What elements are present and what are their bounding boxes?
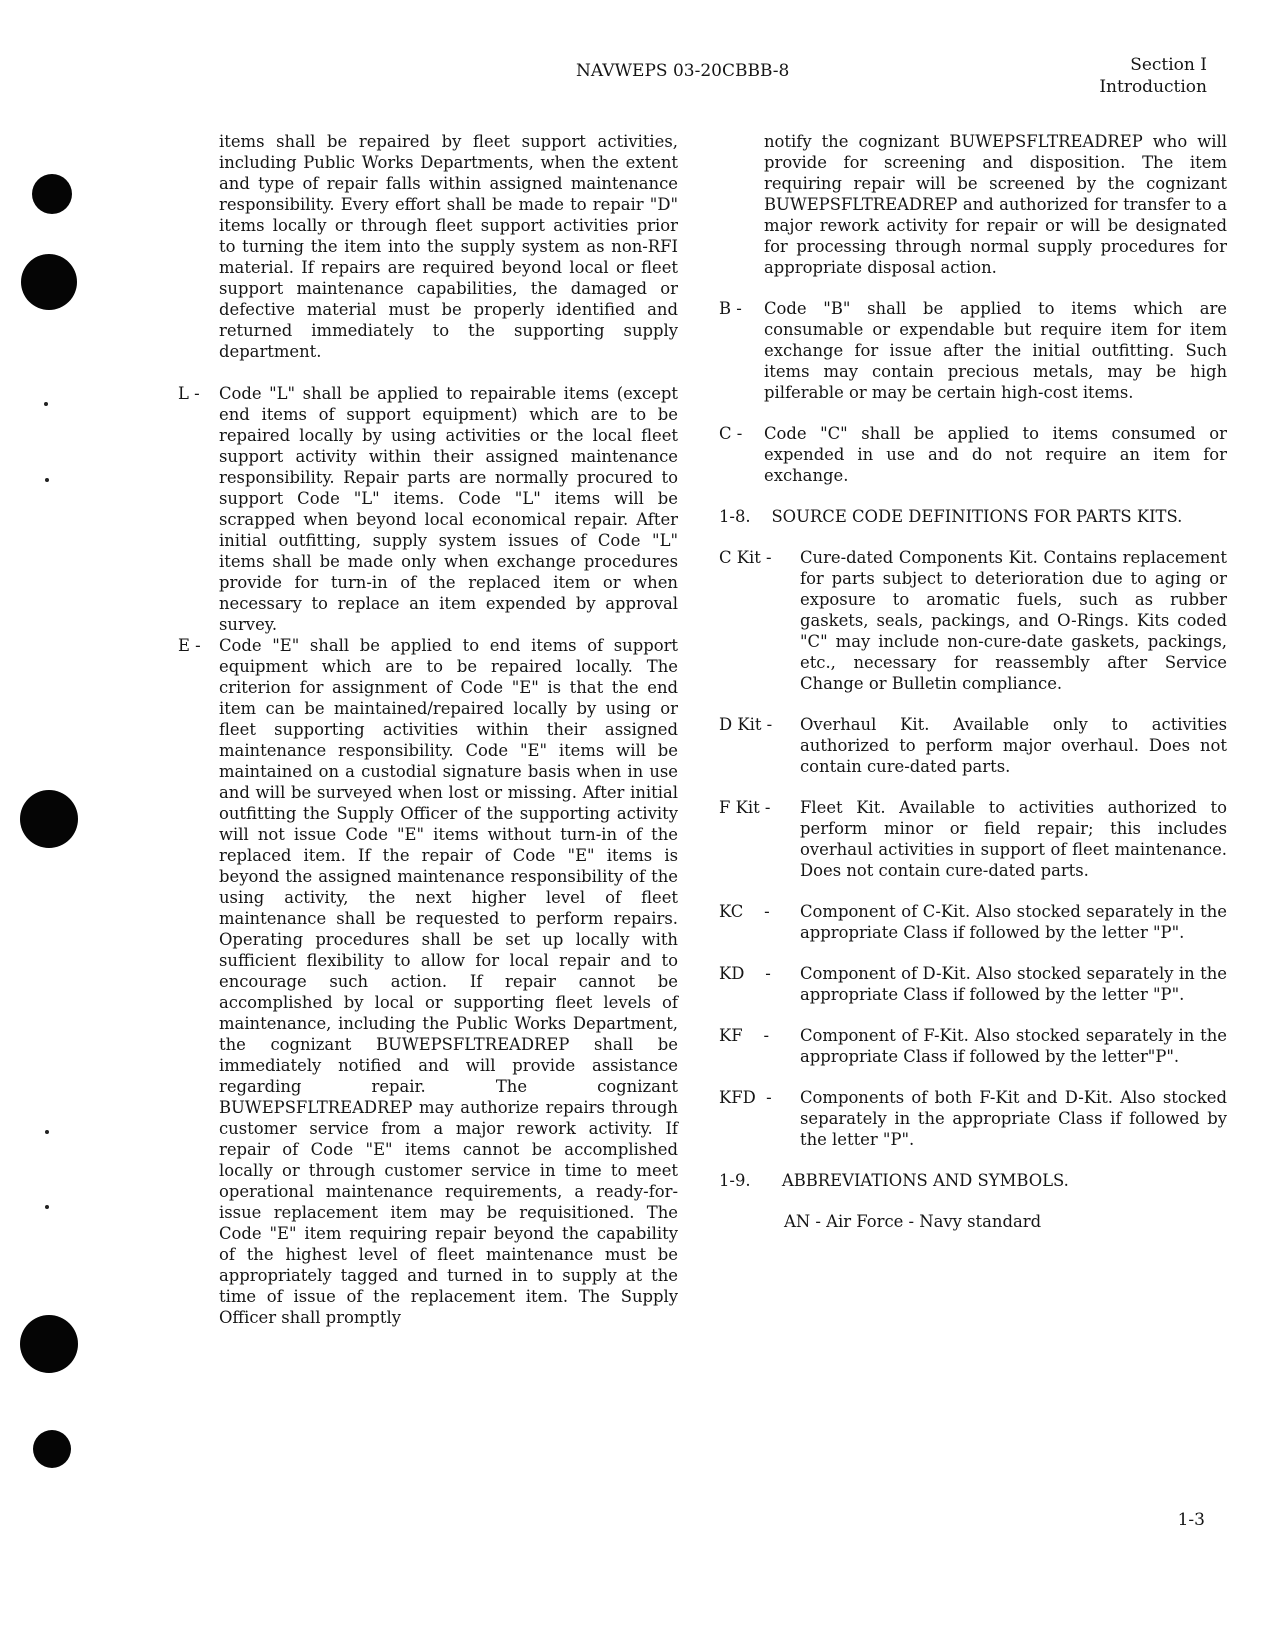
kit-code: KC - <box>719 902 770 921</box>
binder-hole <box>33 1430 71 1468</box>
doc-id: NAVWEPS 03-20CBBB-8 <box>576 61 790 81</box>
entry-text: Code "L" shall be applied to repairable items (except end items of support equipment) which are to be repaired locally by using activities or the local fleet support activity within their assigned maintenance responsibility. Repair parts are normally procured to support Code "L" items. Code "L" items will be scrapped when beyond local economical repair. After initial outfitting, supply system issues of Code "L" items shall be made only when exchange procedures provide for turn-in of the replaced item or when necessary to replace an item expended by approval survey. <box>219 384 678 634</box>
section-label: Section I <box>1130 55 1207 75</box>
right-column <box>719 131 1227 1232</box>
entry-text: Code "B" shall be applied to items which are consumable or expendable but require item for item exchange for issue after the initial outfitting. Such items may contain precious metals, may be high pilferable or may be certain high-cost items. <box>764 299 1227 402</box>
code-entry-c <box>719 423 1227 486</box>
kit-code: D Kit - <box>719 715 773 734</box>
kit-text: Component of D-Kit. Also stocked separately in the appropriate Class if followed by the letter "P". <box>800 964 1227 1004</box>
abbreviation-term: AN <box>784 1212 811 1231</box>
kit-entry <box>719 1087 1227 1150</box>
kit-code: F Kit - <box>719 798 771 817</box>
binder-hole <box>21 254 77 310</box>
entry-code: C - <box>719 424 743 443</box>
binder-hole <box>32 174 72 214</box>
speck <box>45 478 49 482</box>
kit-text: Component of C-Kit. Also stocked separately in the appropriate Class if followed by the letter "P". <box>800 902 1227 942</box>
section-title: Introduction <box>1099 77 1207 97</box>
kit-code: KF - <box>719 1026 769 1045</box>
kit-entry <box>719 797 1227 881</box>
entry-code: E - <box>178 636 201 655</box>
kit-code: KFD - <box>719 1088 772 1107</box>
left-column <box>178 131 678 1328</box>
page-number: 1-3 <box>1177 1510 1205 1530</box>
entry-text: Code "C" shall be applied to items consumed or expended in use and do not require an item for exchange. <box>764 424 1227 485</box>
entry-text: Code "E" shall be applied to end items of support equipment which are to be repaired locally. The criterion for assignment of Code "E" is that the end item can be maintained/repaired locally by using or fleet supporting activities within their assigned maintenance responsibility. Code "E" items will be maintained on a custodial signature basis when in use and will be surveyed when lost or missing. After initial outfitting the Supply Officer of the supporting activity will not issue Code "E" items without turn-in of the replaced item. If the repair of Code "E" items is beyond the assigned maintenance responsibility of the using activity, the next higher level of fleet maintenance shall be requested to perform repairs. Operating procedures shall be set up locally with sufficient flexibility to allow for local repair and to encourage such action. If repair cannot be accomplished by local or supporting fleet levels of maintenance, including the Public Works Department, the cognizant BUWEPSFLTREADREP shall be immediately notified and will provide assistance regarding repair. The cognizant BUWEPSFLTREADREP may authorize repairs through customer service from a major rework activity. If repair of Code "E" items cannot be accomplished locally or through customer service in time to meet operational maintenance requirements, a ready-for-issue replacement item may be requisitioned. The Code "E" item requiring repair beyond the capability of the highest level of fleet maintenance must be appropriately tagged and turned in to supply at the time of issue of the replacement item. The Supply Officer shall promptly <box>219 636 678 1327</box>
section-number: 1-9. <box>719 1171 751 1190</box>
abbreviation-entry: AN - Air Force - Navy standard <box>784 1212 1042 1231</box>
kit-entry <box>719 547 1227 694</box>
kit-entry <box>719 714 1227 777</box>
section-title: SOURCE CODE DEFINITIONS FOR PARTS KITS. <box>771 507 1183 526</box>
code-entry-b <box>719 298 1227 403</box>
speck <box>45 1130 49 1134</box>
left-continuation: items shall be repaired by fleet support activities, including Public Works Departments, when the extent and type of repair falls within assigned maintenance responsibility. Every effort shall be made to repair "D" items locally or through fleet support activities prior to turning the item into the supply system as non-RFI material. If repairs are required beyond local or fleet support maintenance capabilities, the damaged or defective material must be properly identified and returned immediately to the supporting supply department. <box>219 132 678 361</box>
kit-entry <box>719 1025 1227 1067</box>
speck <box>44 402 48 406</box>
binder-hole <box>20 790 78 848</box>
section-title: ABBREVIATIONS AND SYMBOLS. <box>781 1171 1069 1190</box>
speck <box>45 1205 49 1209</box>
kit-entry <box>719 963 1227 1005</box>
abbreviation-definition: Air Force - Navy standard <box>826 1212 1042 1231</box>
kit-text: Components of both F-Kit and D-Kit. Also stocked separately in the appropriate Class if followed by the letter "P". <box>800 1088 1227 1149</box>
kit-text: Fleet Kit. Available to activities authorized to perform minor or field repair; this includes overhaul activities in support of fleet maintenance. Does not contain cure-dated parts. <box>800 798 1227 880</box>
entry-code: L - <box>178 384 200 403</box>
code-entry-l <box>178 383 678 635</box>
kit-entry <box>719 901 1227 943</box>
binder-hole <box>20 1315 78 1373</box>
kit-text: Overhaul Kit. Available only to activities authorized to perform major overhaul. Does not contain cure-dated parts. <box>800 715 1227 776</box>
section-1-8-heading <box>719 506 1227 527</box>
entry-code: B - <box>719 299 742 318</box>
code-entry-e <box>178 635 678 1328</box>
right-continuation: notify the cognizant BUWEPSFLTREADREP who will provide for screening and disposition. The item requiring repair will be screened by the cognizant BUWEPSFLTREADREP and authorized for transfer to a major rework activity for repair or will be designated for processing through normal supply procedures for appropriate disposal action. <box>764 132 1227 277</box>
kit-text: Component of F-Kit. Also stocked separately in the appropriate Class if followed by the letter"P". <box>800 1026 1227 1066</box>
section-number: 1-8. <box>719 507 751 526</box>
kit-text: Cure-dated Components Kit. Contains replacement for parts subject to deterioration due to aging or exposure to aromatic fuels, such as rubber gaskets, seals, packings, and O-Rings. Kits coded "C" may include non-cure-date gaskets, packings, etc., necessary for reassembly after Service Change or Bulletin compliance. <box>800 548 1227 693</box>
kit-code: KD - <box>719 964 771 983</box>
section-1-9-heading <box>719 1170 1227 1191</box>
kit-code: C Kit - <box>719 548 772 567</box>
